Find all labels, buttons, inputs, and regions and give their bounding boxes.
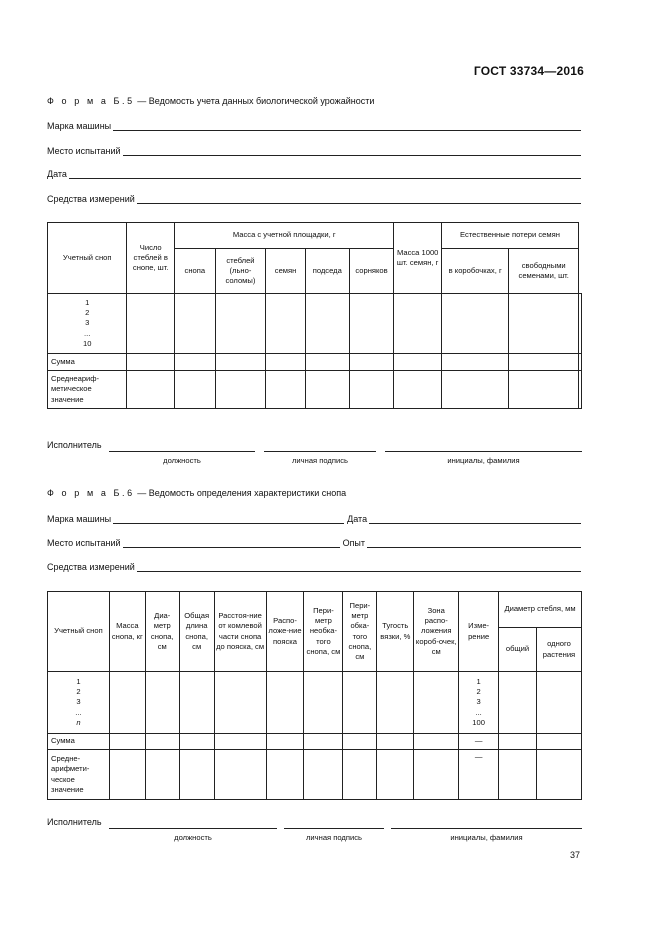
form6-mean-dash: —	[459, 750, 499, 800]
table-row	[48, 734, 582, 750]
form5-title	[47, 96, 374, 106]
form5-date-label: Дата	[47, 169, 67, 179]
table-cell[interactable]	[305, 294, 349, 354]
measurement-number: ...	[475, 707, 482, 717]
table-cell[interactable]	[441, 354, 509, 371]
table-cell[interactable]	[145, 734, 179, 750]
form5-position-field[interactable]	[109, 451, 255, 452]
form5-table	[47, 222, 582, 409]
row-number: ...	[84, 328, 91, 338]
table-cell[interactable]	[266, 750, 304, 800]
table-cell[interactable]	[579, 371, 582, 409]
form6-tools-field[interactable]	[137, 562, 581, 572]
form6-experiment-label: Опыт	[342, 538, 366, 548]
form6-measurement-numbers	[459, 672, 499, 734]
table-cell[interactable]	[377, 672, 414, 734]
table-row	[48, 371, 582, 409]
table-cell[interactable]	[343, 750, 377, 800]
form5-place-field[interactable]	[123, 146, 581, 156]
form5-machine-label: Марка машины	[47, 121, 112, 131]
table-cell[interactable]	[214, 734, 266, 750]
table-cell[interactable]	[414, 734, 459, 750]
form5-tools-field[interactable]	[137, 194, 581, 204]
form5-h-stem-mass: стеблей (льно-соломы)	[215, 249, 266, 294]
form5-h-seeds: семян	[266, 249, 306, 294]
table-cell[interactable]	[127, 371, 175, 409]
form5-h-mass-group: Масса с учетной площадки, г	[175, 223, 394, 249]
table-cell[interactable]	[175, 371, 216, 409]
form6-h-per-tr: Пери-метр обка-того снопа, см	[343, 592, 377, 672]
form5-row-sum: Сумма	[48, 354, 127, 371]
table-cell[interactable]	[215, 294, 266, 354]
form5-row-mean: Среднеариф-метическое значение	[48, 371, 127, 409]
measurement-number: 3	[476, 697, 481, 707]
table-cell[interactable]	[509, 354, 579, 371]
table-row	[48, 672, 582, 734]
form6-signature-caption: личная подпись	[306, 833, 362, 842]
form5-h-mass1000: Масса 1000 шт. семян, г	[394, 223, 442, 294]
form6-date-label: Дата	[347, 514, 368, 524]
table-cell[interactable]	[109, 734, 145, 750]
form5-h-sheaf: Учетный сноп	[48, 223, 127, 294]
form6-h-meas: Изме-рение	[459, 592, 499, 672]
form5-tools-label: Средства измерений	[47, 194, 135, 204]
table-cell[interactable]	[127, 354, 175, 371]
table-cell[interactable]	[304, 734, 343, 750]
table-cell[interactable]	[266, 734, 304, 750]
table-cell[interactable]	[536, 734, 581, 750]
table-cell[interactable]	[394, 371, 442, 409]
form6-h-total: общий	[499, 628, 537, 672]
table-cell[interactable]	[179, 672, 214, 734]
form6-signature-block	[47, 817, 582, 847]
table-cell[interactable]	[215, 371, 266, 409]
form6-h-zone: Зона распо-ложения короб-очек, см	[414, 592, 459, 672]
form5-initials-caption: инициалы, фамилия	[447, 456, 520, 465]
form6-sum-dash: —	[459, 734, 499, 750]
measurement-number: 1	[476, 677, 481, 687]
form5-place-line	[47, 144, 581, 156]
form6-place-line	[47, 536, 581, 548]
table-cell[interactable]	[215, 354, 266, 371]
table-cell[interactable]	[536, 750, 581, 800]
form5-executor-label: Исполнитель	[47, 440, 102, 450]
form6-machine-field[interactable]	[113, 514, 344, 524]
form6-position-caption: должность	[174, 833, 212, 842]
table-cell[interactable]	[214, 672, 266, 734]
form6-h-diam: Диа-метр снопа, см	[145, 592, 179, 672]
table-cell[interactable]	[414, 750, 459, 800]
form5-position-caption: должность	[163, 456, 201, 465]
form5-signature-field[interactable]	[264, 451, 376, 452]
row-number: 3	[76, 697, 81, 707]
table-cell[interactable]	[414, 672, 459, 734]
form5-h-losses-group: Естественные потери семян	[441, 223, 578, 249]
form5-place-label: Место испытаний	[47, 146, 121, 156]
row-number: 10	[82, 338, 92, 348]
form6-signature-field[interactable]	[284, 828, 384, 829]
form6-place-field[interactable]	[123, 538, 340, 548]
table-cell[interactable]	[304, 672, 343, 734]
table-cell[interactable]	[441, 371, 509, 409]
row-number: 3	[85, 318, 90, 328]
form5-h-weeds: сорняков	[349, 249, 394, 294]
form6-title-text: — Ведомость определения характеристики снопа	[137, 488, 347, 498]
form5-h-free-seeds: свободными семенами, шт.	[509, 249, 579, 294]
table-cell[interactable]	[305, 371, 349, 409]
measurement-number: 2	[476, 687, 481, 697]
form5-signature-caption: личная подпись	[292, 456, 348, 465]
form5-h-in-bolls: в коробочках, г	[441, 249, 509, 294]
table-cell[interactable]	[109, 672, 145, 734]
table-cell[interactable]	[499, 750, 537, 800]
table-cell[interactable]	[579, 294, 582, 354]
table-cell[interactable]	[175, 294, 216, 354]
form6-h-belt: Распо-ложе-ние пояска	[266, 592, 304, 672]
form5-initials-field[interactable]	[385, 451, 582, 452]
form6-h-dist: Расстоя-ние от комлевой части снопа до пояска, см	[214, 592, 266, 672]
form6-title	[47, 488, 346, 498]
form6-tools-line	[47, 560, 581, 572]
form5-date-field[interactable]	[69, 169, 581, 179]
document-code: ГОСТ 33734—2016	[473, 64, 584, 78]
table-cell[interactable]	[266, 294, 306, 354]
form5-h-stems: Число стеблей в снопе, шт.	[127, 223, 175, 294]
table-cell[interactable]	[394, 294, 442, 354]
form6-h-mass: Масса снопа, кг	[109, 592, 145, 672]
form6-label: Ф о р м а Б.6	[47, 488, 135, 498]
form6-place-label: Место испытаний	[47, 538, 121, 548]
table-cell[interactable]	[179, 750, 214, 800]
form6-h-one-plant: одного растения	[536, 628, 581, 672]
table-cell[interactable]	[499, 734, 537, 750]
row-number: 1	[85, 298, 90, 308]
table-cell[interactable]	[349, 371, 394, 409]
form6-tools-label: Средства измерений	[47, 562, 135, 572]
form5-machine-line	[47, 119, 581, 131]
table-cell[interactable]	[394, 354, 442, 371]
form6-initials-caption: инициалы, фамилия	[450, 833, 523, 842]
form6-row-mean: Средне-арифмети-ческое значение	[48, 750, 110, 800]
table-cell[interactable]	[304, 750, 343, 800]
form6-h-len: Общая длина снопа, см	[179, 592, 214, 672]
row-number: ...	[75, 707, 82, 717]
table-cell[interactable]	[266, 354, 306, 371]
table-cell[interactable]	[579, 354, 582, 371]
form5-row-numbers	[48, 294, 127, 354]
table-cell[interactable]	[343, 734, 377, 750]
measurement-number: 100	[472, 717, 485, 727]
form6-initials-field[interactable]	[391, 828, 582, 829]
table-cell[interactable]	[214, 750, 266, 800]
form5-date-line	[47, 167, 581, 179]
form6-date-field[interactable]	[369, 514, 581, 524]
table-cell[interactable]	[536, 672, 581, 734]
table-row	[48, 354, 582, 371]
row-number: 1	[76, 677, 81, 687]
form6-executor-label: Исполнитель	[47, 817, 102, 827]
row-number: 2	[85, 308, 90, 318]
table-cell[interactable]	[377, 750, 414, 800]
table-cell[interactable]	[343, 672, 377, 734]
form5-machine-field[interactable]	[113, 121, 581, 131]
table-cell[interactable]	[349, 294, 394, 354]
table-cell[interactable]	[179, 734, 214, 750]
table-row	[48, 750, 582, 800]
table-cell[interactable]	[127, 294, 175, 354]
form5-signature-block	[47, 440, 582, 470]
row-number: n	[76, 717, 81, 727]
table-cell[interactable]	[145, 750, 179, 800]
form6-position-field[interactable]	[109, 828, 277, 829]
table-cell[interactable]	[377, 734, 414, 750]
table-cell[interactable]	[509, 294, 579, 354]
form5-label: Ф о р м а Б.5	[47, 96, 135, 106]
form6-experiment-field[interactable]	[367, 538, 581, 548]
form5-title-text: — Ведомость учета данных биологической урожайности	[137, 96, 375, 106]
form6-h-tight: Тугость вязки, %	[377, 592, 414, 672]
table-row	[48, 294, 582, 354]
table-cell[interactable]	[145, 672, 179, 734]
form6-machine-label: Марка машины	[47, 514, 112, 524]
form6-row-sum: Сумма	[48, 734, 110, 750]
row-number: 2	[76, 687, 81, 697]
form6-h-sheaf: Учетный сноп	[48, 592, 110, 672]
table-cell[interactable]	[266, 371, 306, 409]
table-cell[interactable]	[266, 672, 304, 734]
form6-row-numbers	[48, 672, 110, 734]
form6-h-stem-diam: Диаметр стебля, мм	[499, 592, 582, 628]
page-number: 37	[569, 850, 580, 860]
table-cell[interactable]	[441, 294, 509, 354]
table-cell[interactable]	[175, 354, 216, 371]
form6-h-per-untr: Пери-метр необка-тогo снопа, см	[304, 592, 343, 672]
form6-table	[47, 591, 582, 800]
form6-machine-line	[47, 512, 581, 524]
table-cell[interactable]	[499, 672, 537, 734]
table-cell[interactable]	[349, 354, 394, 371]
form5-tools-line	[47, 192, 581, 204]
table-cell[interactable]	[509, 371, 579, 409]
form5-h-sheaf-mass: снопа	[175, 249, 216, 294]
table-cell[interactable]	[305, 354, 349, 371]
form5-h-undersowing: подседа	[305, 249, 349, 294]
table-cell[interactable]	[109, 750, 145, 800]
